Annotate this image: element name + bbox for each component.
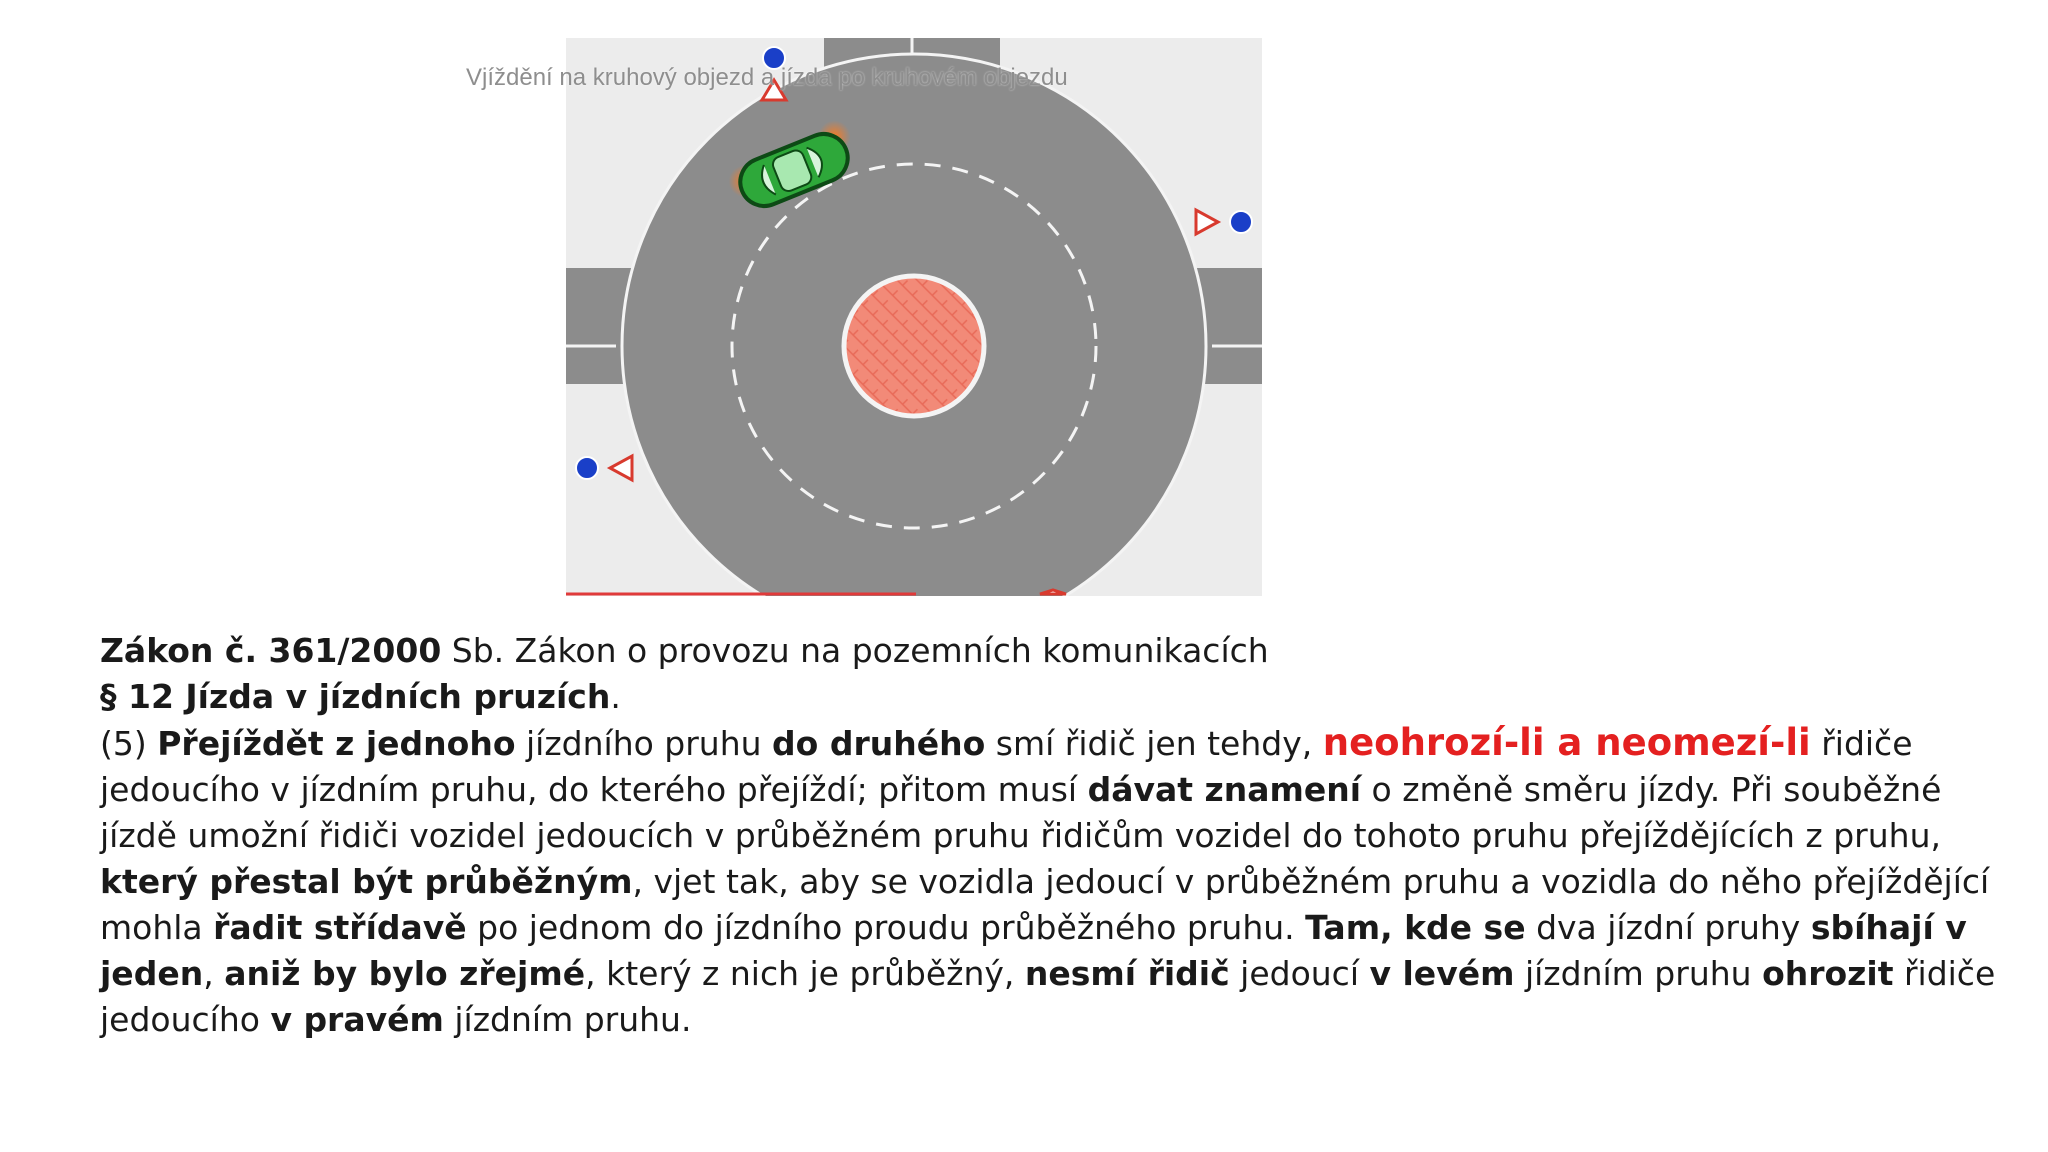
section-end: .: [610, 677, 621, 716]
paragraph-text: jízdního pruhu: [515, 724, 773, 763]
paragraph-text: (5): [100, 724, 158, 763]
paragraph-text: jedoucí: [1229, 954, 1370, 993]
act-number: Zákon č. 361/2000: [100, 631, 442, 670]
paragraph-text: ,: [203, 954, 225, 993]
law-text-block: [100, 628, 2000, 1043]
paragraph-text: řidiče jedoucího v jízdním pruhu, do kterého přejíždí; přitom musí: [100, 724, 1913, 809]
paragraph-emphasis: Tam, kde se: [1305, 908, 1526, 947]
roundabout-diagram: [566, 38, 1262, 596]
law-section-line: [100, 674, 2000, 720]
paragraph-emphasis: sbíhají v jeden: [100, 908, 1967, 993]
paragraph-text: smí řidič jen tehdy,: [985, 724, 1323, 763]
paragraph-text: řidiče jedoucího: [100, 954, 1996, 1039]
paragraph-text: dva jízdní pruhy: [1525, 908, 1811, 947]
paragraph-text: jízdním pruhu: [1514, 954, 1763, 993]
central-island: [844, 276, 984, 416]
law-paragraph-5: [100, 720, 2000, 1043]
paragraph-emphasis: v pravém: [270, 1000, 444, 1039]
video-title-overlay: Vjíždění na kruhový objezd a jízda po kruhovém objezdu: [466, 64, 1068, 91]
paragraph-emphasis: dávat znamení: [1087, 770, 1362, 809]
paragraph-emphasis: nesmí řidič: [1024, 954, 1230, 993]
paragraph-emphasis: v levém: [1369, 954, 1515, 993]
paragraph-emphasis: do druhého: [772, 724, 986, 763]
paragraph-text: , vjet tak, aby se vozidla jedoucí v průběžném pruhu a vozidla do něho přejíždějící mohla: [100, 862, 1990, 947]
paragraph-text: , který z nich je průběžný,: [585, 954, 1025, 993]
paragraph-highlight: neohrozí-li a neomezí-li: [1322, 721, 1811, 764]
paragraph-emphasis: aniž by bylo zřejmé: [224, 954, 586, 993]
paragraph-emphasis: ohrozit: [1762, 954, 1894, 993]
paragraph-text: po jednom do jízdního proudu průběžného pruhu.: [466, 908, 1306, 947]
paragraph-text: o změně směru jízdy. Při souběžné jízdě umožní řidiči vozidel jedoucích v průběžném pruhu řidičům vozidel do tohoto pruhu přejíždějících z pruhu,: [100, 770, 1942, 855]
act-title: Sb. Zákon o provozu na pozemních komunikacích: [441, 631, 1269, 670]
section-heading: § 12 Jízda v jízdních pruzích: [100, 677, 611, 716]
paragraph-emphasis: Přejíždět z jednoho: [157, 724, 516, 763]
paragraph-text: jízdním pruhu.: [443, 1000, 692, 1039]
paragraph-emphasis: který přestal být průběžným: [100, 862, 633, 901]
paragraph-emphasis: řadit střídavě: [213, 908, 467, 947]
law-act-line: [100, 628, 2000, 674]
